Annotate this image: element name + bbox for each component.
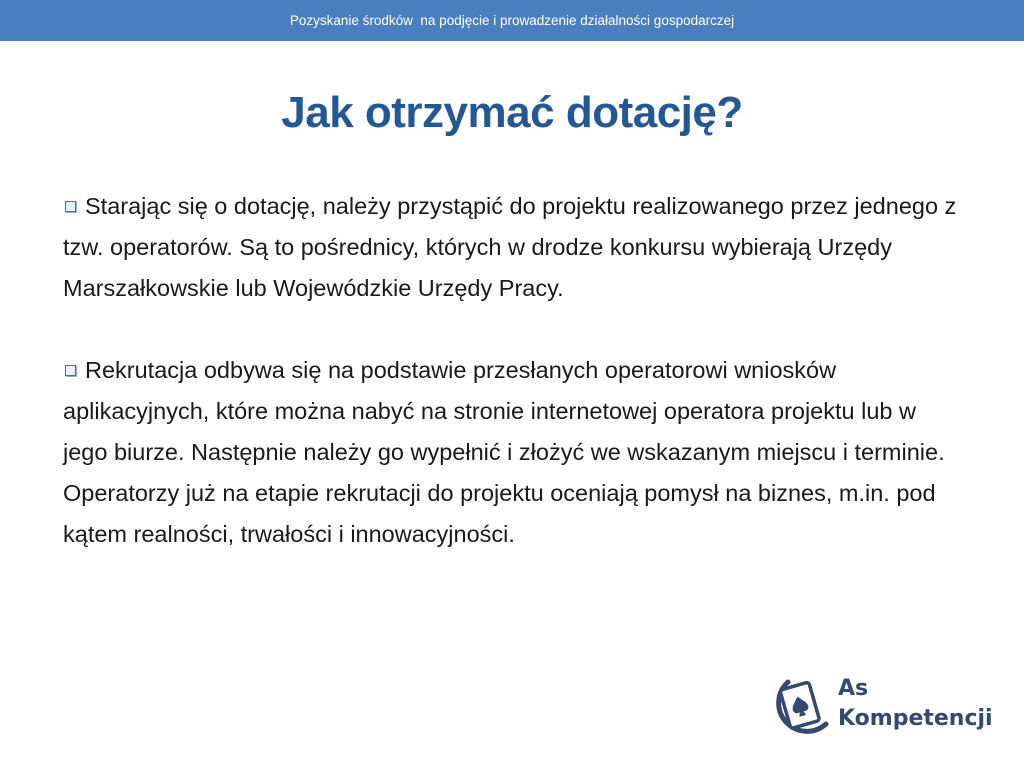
as-kompetencji-logo bbox=[768, 668, 998, 748]
square-bullet-icon bbox=[65, 201, 76, 212]
square-bullet-icon bbox=[65, 365, 76, 376]
paragraph-text-1: Starając się o dotację, należy przystąpić do projektu realizowanego przez jednego z tzw. operatorów. Są to pośrednicy, których w drodze konkursu wybierają Urzędy Marszałkowskie lub Wojewódzkie Urzędy Pracy. bbox=[63, 193, 957, 301]
logo-line-1: As bbox=[838, 676, 869, 701]
bullet-paragraph-2 bbox=[63, 350, 963, 555]
header-bar bbox=[0, 0, 1024, 41]
bullet-paragraph-1 bbox=[63, 186, 963, 309]
logo-line-2: Kompetencji bbox=[838, 706, 993, 731]
body-content bbox=[63, 186, 963, 555]
spade-card-icon bbox=[768, 668, 834, 744]
paragraph-text-2: Rekrutacja odbywa się na podstawie przesłanych operatorowi wniosków aplikacyjnych, które można nabyć na stronie internetowej operatora projektu lub w jego biurze. Następnie należy go wypełnić i złożyć we wskazanym miejscu i terminie. Operatorzy już na etapie rekrutacji do projektu oceniają pomysł na biznes, m.in. pod kątem realności, trwałości i innowacyjności. bbox=[63, 357, 945, 547]
logo-wordmark bbox=[838, 674, 993, 734]
header-text: Pozyskanie środków na podjęcie i prowadzenie działalności gospodarczej bbox=[289, 13, 735, 28]
slide-title: Jak otrzymać dotację? bbox=[281, 88, 743, 137]
